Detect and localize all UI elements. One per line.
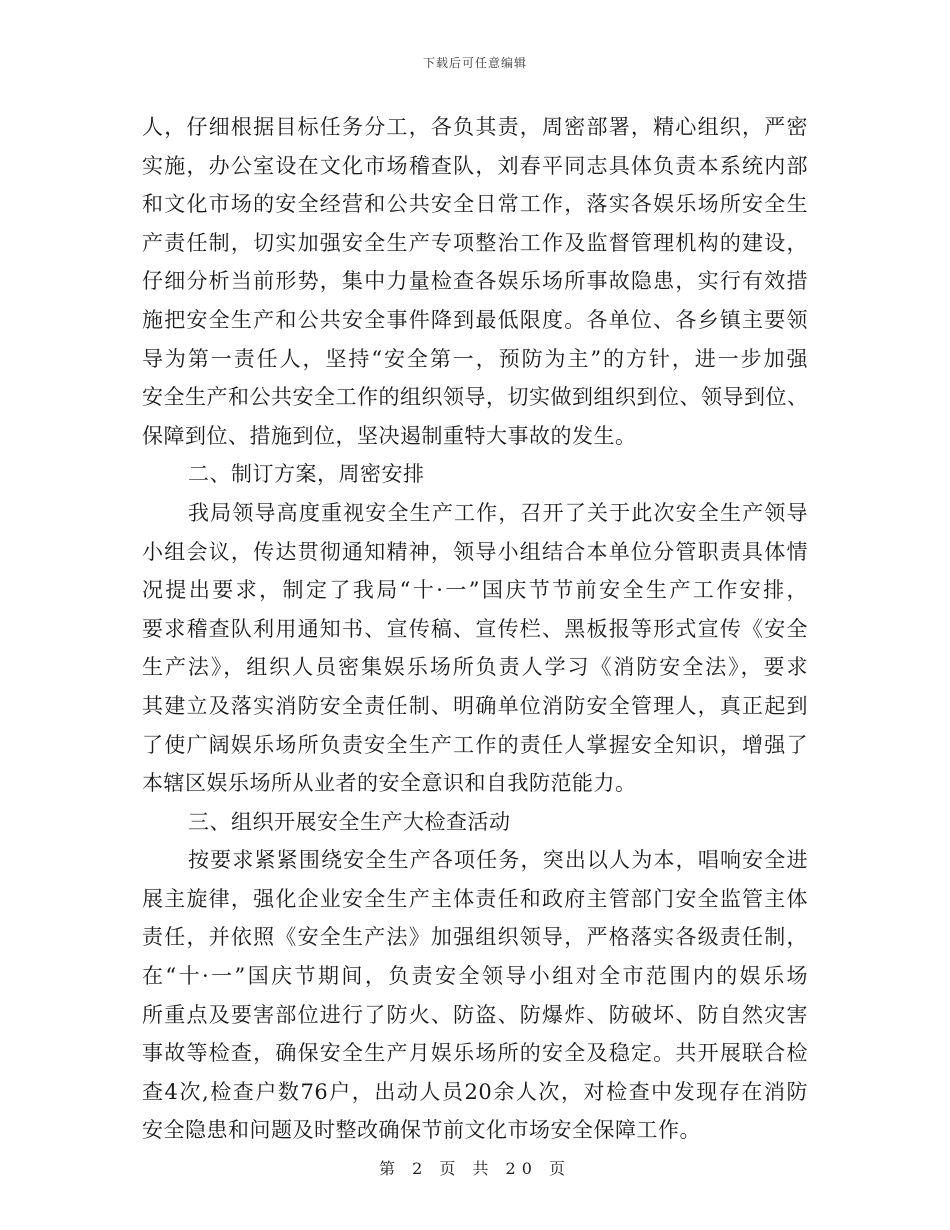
paragraph-line: 生产法》，组织人员密集娱乐场所负责人学习《消防安全法》，要求 — [142, 655, 808, 680]
paragraph-line: 保障到位、措施到位，坚决遏制重特大事故的发生。 — [142, 423, 637, 448]
paragraph-line: 小组会议，传达贯彻通知精神，领导小组结合本单位分管职责具体情 — [142, 539, 808, 564]
paragraph-line: 在“十·一”国庆节期间，负责安全领导小组对全市范围内的娱乐场 — [142, 964, 808, 989]
paragraph-line: 和文化市场的安全经营和公共安全日常工作，落实各娱乐场所安全生 — [142, 192, 808, 217]
paragraph-line: 展主旋律，强化企业安全生产主体责任和政府主管部门安全监管主体 — [142, 886, 808, 911]
paragraph-line: 本辖区娱乐场所从业者的安全意识和自我防范能力。 — [142, 771, 637, 796]
paragraph-line: 安全隐患和问题及时整改确保节前文化市场安全保障工作。 — [142, 1118, 701, 1143]
paragraph-line: 况提出要求，制定了我局“十·一”国庆节节前安全生产工作安排， — [142, 578, 808, 603]
section-heading: 三、组织开展安全生产大检查活动 — [188, 809, 511, 834]
paragraph-line: 施把安全生产和公共安全事件降到最低限度。各单位、各乡镇主要领 — [142, 307, 808, 332]
paragraph-line: 产责任制，切实加强安全生产专项整治工作及监督管理机构的建设， — [142, 230, 808, 255]
section-heading: 二、制订方案，周密安排 — [188, 462, 425, 487]
paragraph-line: 责任，并依照《安全生产法》加强组织领导，严格落实各级责任制， — [142, 925, 808, 950]
paragraph-line: 人，仔细根据目标任务分工，各负其责，周密部署，精心组织，严密 — [142, 115, 808, 139]
paragraph-line: 仔细分析当前形势，集中力量检查各娱乐场所事故隐患，实行有效措 — [142, 269, 808, 294]
document-body — [142, 108, 808, 1150]
paragraph-line: 查4次,检查户数76户，出动人员20余人次，对检查中发现存在消防 — [142, 1079, 808, 1104]
paragraph-line: 实施，办公室设在文化市场稽查队，刘春平同志具体负责本系统内部 — [142, 153, 808, 178]
paragraph-line: 其建立及落实消防安全责任制、明确单位消防安全管理人，真正起到 — [142, 693, 808, 718]
paragraph-line: 了使广阔娱乐场所负责安全生产工作的责任人掌握安全知识，增强了 — [142, 732, 808, 757]
paragraph-line: 事故等检查，确保安全生产月娱乐场所的安全及稳定。共开展联合检 — [142, 1041, 808, 1066]
paragraph-line: 所重点及要害部位进行了防火、防盗、防爆炸、防破坏、防自然灾害 — [142, 1002, 808, 1027]
paragraph-line: 我局领导高度重视安全生产工作，召开了关于此次安全生产领导 — [188, 500, 808, 525]
page-footer: 第 2 页 共 20 页 — [379, 1159, 571, 1178]
paragraph-line: 按要求紧紧围绕安全生产各项任务，突出以人为本，唱响安全进 — [188, 848, 808, 873]
page-header: 下载后可任意编辑 — [422, 56, 527, 70]
paragraph-line: 安全生产和公共安全工作的组织领导，切实做到组织到位、领导到位、 — [142, 385, 808, 410]
paragraph-line: 导为第一责任人，坚持“安全第一，预防为主”的方针，进一步加强 — [142, 346, 808, 371]
paragraph-line: 要求稽查队利用通知书、宣传稿、宣传栏、黑板报等形式宣传《安全 — [142, 616, 808, 641]
